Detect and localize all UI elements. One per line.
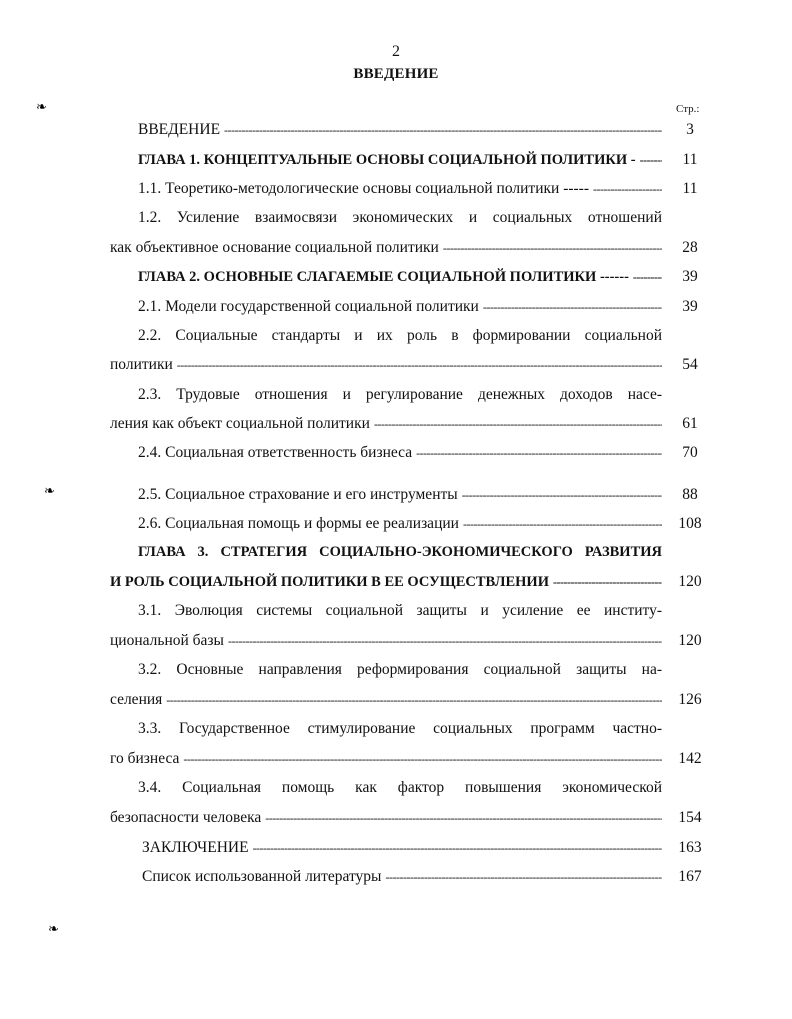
toc-leader (179, 749, 662, 769)
toc-entry-line (138, 267, 662, 287)
toc-entry-line (138, 385, 662, 405)
toc-leader (479, 297, 662, 317)
toc-entry-line (138, 120, 662, 140)
toc-entry-text: И РОЛЬ СОЦИАЛЬНОЙ ПОЛИТИКИ В ЕЕ ОСУЩЕСТВЛЕНИИ (110, 574, 549, 590)
toc-page-number: 154 (678, 809, 702, 826)
toc-entry-text: ГЛАВА 2. ОСНОВНЫЕ СЛАГАЕМЫЕ СОЦИАЛЬНОЙ ПОЛИТИКИ ------ (138, 269, 629, 285)
toc-page-number: 39 (682, 298, 698, 315)
toc-entry-text: ления как объект социальной политики (110, 415, 370, 432)
toc-entry-line (138, 660, 662, 680)
toc-entry-text: 2.6. Социальная помощь и формы ее реализации (138, 515, 459, 532)
toc-leader (459, 514, 662, 534)
toc-entry-line (138, 542, 662, 562)
toc-leader (636, 150, 662, 170)
toc-entry-text: 2.4. Социальная ответственность бизнеса (138, 444, 413, 461)
toc-entry-line (110, 749, 662, 769)
toc-entry-text: Список использованной литературы (142, 868, 382, 885)
toc-page-number: 11 (682, 151, 698, 168)
toc-page-number: 61 (682, 415, 698, 432)
toc-page-number: 126 (678, 691, 702, 708)
toc-entry-text: 1.2. Усиление взаимосвязи экономических и социальных отношений (138, 209, 662, 226)
page-column-label: Стр.: (676, 103, 700, 115)
toc-entry-text: 1.1. Теоретико-методологические основы социальной политики ----- (138, 180, 590, 197)
toc-entry-line (138, 719, 662, 739)
toc-entry-line (138, 601, 662, 621)
toc-entry-line (138, 179, 662, 199)
toc-leader (629, 267, 662, 287)
toc-page-number: 88 (682, 486, 698, 503)
toc-entry-text: ГЛАВА 3. СТРАТЕГИЯ СОЦИАЛЬНО-ЭКОНОМИЧЕСКОГО РАЗВИТИЯ (138, 544, 662, 560)
toc-page-number: 11 (682, 180, 698, 197)
toc-entry-line (142, 867, 662, 887)
toc-leader (458, 485, 662, 505)
toc-page-number: 70 (682, 444, 698, 461)
toc-entry-text: 3.1. Эволюция системы социальной защиты и усиление ее институ- (138, 602, 662, 619)
toc-leader (224, 631, 662, 651)
toc-entry-line (138, 208, 662, 228)
toc-entry-text: как объективное основание социальной политики (110, 239, 439, 256)
toc-entry-line (142, 838, 662, 858)
toc-entry-line (138, 443, 662, 463)
toc-leader (381, 867, 662, 887)
toc-page-number: 108 (678, 515, 702, 532)
toc-entry-text: ГЛАВА 1. КОНЦЕПТУАЛЬНЫЕ ОСНОВЫ СОЦИАЛЬНОЙ ПОЛИТИКИ - (138, 152, 636, 168)
toc-entry-line (110, 690, 662, 710)
toc-entry-text: го бизнеса (110, 750, 180, 767)
toc-leader (370, 414, 662, 434)
toc-entry-text: ЗАКЛЮЧЕНИЕ (142, 839, 249, 856)
toc-leader (162, 690, 662, 710)
toc-entry-text: селения (110, 691, 163, 708)
toc-entry-line (110, 572, 662, 592)
toc-entry-line (138, 778, 662, 798)
toc-entry-text: 2.1. Модели государственной социальной политики (138, 298, 479, 315)
toc-page-number: 167 (678, 868, 702, 885)
toc-entry-text: циональной базы (110, 632, 224, 649)
toc-page-number: 142 (678, 750, 702, 767)
toc-entry-line (110, 414, 662, 434)
toc-entry-line (110, 808, 662, 828)
toc-entry-text: политики (110, 356, 173, 373)
toc-page-number: 39 (682, 268, 698, 285)
toc-entry-text: безопасности человека (110, 809, 262, 826)
toc-entry-line (138, 150, 662, 170)
toc-entry-text: ВВЕДЕНИЕ (138, 121, 221, 138)
toc-entry-text: 2.3. Трудовые отношения и регулирование денежных доходов насе- (138, 386, 662, 403)
toc-leader (439, 238, 662, 258)
toc-entry-text: 2.5. Социальное страхование и его инструменты (138, 486, 458, 503)
toc-entry-line (110, 355, 662, 375)
page-title: ВВЕДЕНИЕ (353, 66, 439, 82)
toc-page-number: 163 (678, 839, 702, 856)
toc-entry-line (138, 514, 662, 534)
toc-leader (220, 120, 662, 140)
toc-entry-line (138, 326, 662, 346)
toc-entry-text: 3.3. Государственное стимулирование социальных программ частно- (138, 720, 662, 737)
toc-entry-line (110, 631, 662, 651)
toc-leader (173, 355, 662, 375)
toc-entry-text: 2.2. Социальные стандарты и их роль в формировании социальной (138, 327, 662, 344)
scan-speck-icon: ❧ (48, 921, 59, 936)
toc-leader (249, 838, 662, 858)
toc-entry-line (138, 297, 662, 317)
toc-leader (589, 179, 662, 199)
scan-speck-icon: ❧ (36, 99, 47, 114)
toc-entry-text: 3.2. Основные направления реформирования социальной защиты на- (138, 661, 662, 678)
toc-page-number: 54 (682, 356, 698, 373)
toc-page-number: 3 (686, 121, 694, 138)
toc-leader (412, 443, 662, 463)
scan-speck-icon: ❧ (44, 483, 55, 498)
toc-leader (549, 572, 662, 592)
toc-page-number: 120 (678, 632, 702, 649)
toc-page-number: 28 (682, 239, 698, 256)
page-number: 2 (392, 43, 400, 60)
toc-entry-line (138, 485, 662, 505)
toc-leader (261, 808, 662, 828)
toc-entry-text: 3.4. Социальная помощь как фактор повышения экономической (138, 779, 662, 796)
toc-entry-line (110, 238, 662, 258)
toc-page-number: 120 (678, 573, 702, 590)
